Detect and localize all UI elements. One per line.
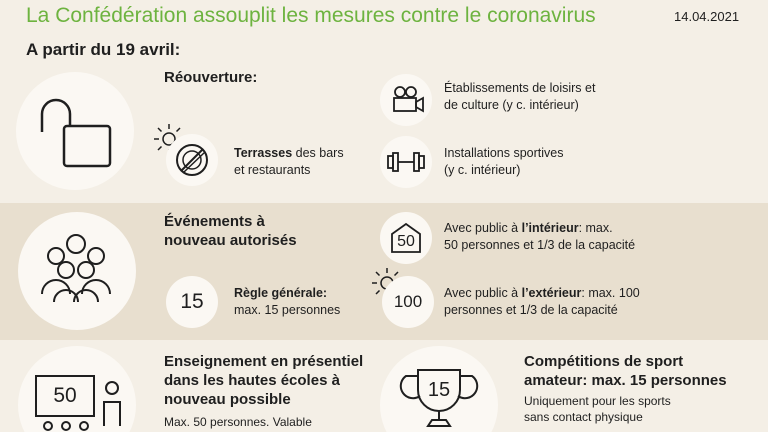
leisure-line2: de culture (y c. intérieur) (444, 98, 579, 112)
competitions-detail-line2: sans contact physique (524, 410, 643, 424)
indoor-text (444, 220, 635, 254)
education-detail: Max. 50 personnes. Valable (164, 415, 312, 429)
indoor-circle (380, 212, 432, 264)
outdoor-number: 100 (393, 292, 423, 311)
indoor-suffix: : max. (578, 221, 613, 235)
page-title: La Confédération assouplit les mesures contre le coronavirus (26, 4, 596, 27)
crowd-icon (18, 212, 136, 330)
terraces-circle (166, 134, 218, 186)
competitions-heading-line1: Compétitions de sport (524, 353, 684, 370)
leisure-circle (380, 74, 432, 126)
indoor-prefix: Avec public à (444, 221, 522, 235)
events-heading-line1: Événements à (164, 213, 265, 230)
indoor-number: 50 (397, 233, 415, 250)
competitions-detail (524, 393, 671, 425)
general-number: 15 (180, 290, 204, 313)
general-line2: max. 15 personnes (234, 303, 341, 317)
sports-line2: (y c. intérieur) (444, 163, 521, 177)
general-circle (166, 276, 218, 328)
trophy-number: 15 (427, 379, 451, 401)
screen-number: 50 (53, 384, 77, 407)
education-circle (18, 346, 136, 432)
education-heading (164, 352, 363, 409)
lock-circle (16, 72, 134, 190)
general-text (234, 285, 340, 319)
terraces-bold: Terrasses (234, 146, 293, 160)
date-label: 14.04.2021 (674, 9, 740, 24)
terraces-text (234, 145, 344, 179)
outdoor-bold: l’extérieur (521, 286, 582, 300)
education-heading-line2: dans les hautes écoles à (164, 372, 340, 389)
indoor-bold: l’intérieur (521, 221, 579, 235)
crowd-circle (18, 212, 136, 330)
leisure-text (444, 80, 595, 114)
terraces-line2: et restaurants (234, 163, 311, 177)
no-food-icon (166, 134, 218, 186)
events-heading-line2: nouveau autorisés (164, 232, 297, 249)
general-line1: Règle générale: (234, 286, 328, 300)
outdoor-suffix: : max. 100 (581, 286, 640, 300)
leisure-line1: Établissements de loisirs et (444, 81, 596, 95)
trophy-circle (380, 346, 498, 432)
competitions-detail-line1: Uniquement pour les sports (524, 394, 671, 408)
education-heading-line3: nouveau possible (164, 391, 291, 408)
sports-circle (380, 136, 432, 188)
competitions-heading (524, 352, 727, 390)
indoor-line2: 50 personnes et 1/3 de la capacité (444, 238, 636, 252)
outdoor-circle (382, 276, 434, 328)
sports-line1: Installations sportives (444, 146, 564, 160)
competitions-heading-line2: amateur: max. 15 personnes (524, 372, 727, 389)
sports-text (444, 145, 564, 179)
terraces-rest: des bars (292, 146, 344, 160)
reopening-heading: Réouverture: (164, 69, 258, 86)
education-heading-line1: Enseignement en présentiel (164, 353, 364, 370)
dumbbell-icon (380, 136, 432, 188)
camera-icon (380, 74, 432, 126)
subtitle: A partir du 19 avril: (26, 40, 181, 59)
outdoor-line2: personnes et 1/3 de la capacité (444, 303, 618, 317)
outdoor-text (444, 285, 640, 319)
outdoor-prefix: Avec public à (444, 286, 522, 300)
events-heading (164, 212, 297, 250)
lock-open-icon (16, 72, 134, 190)
